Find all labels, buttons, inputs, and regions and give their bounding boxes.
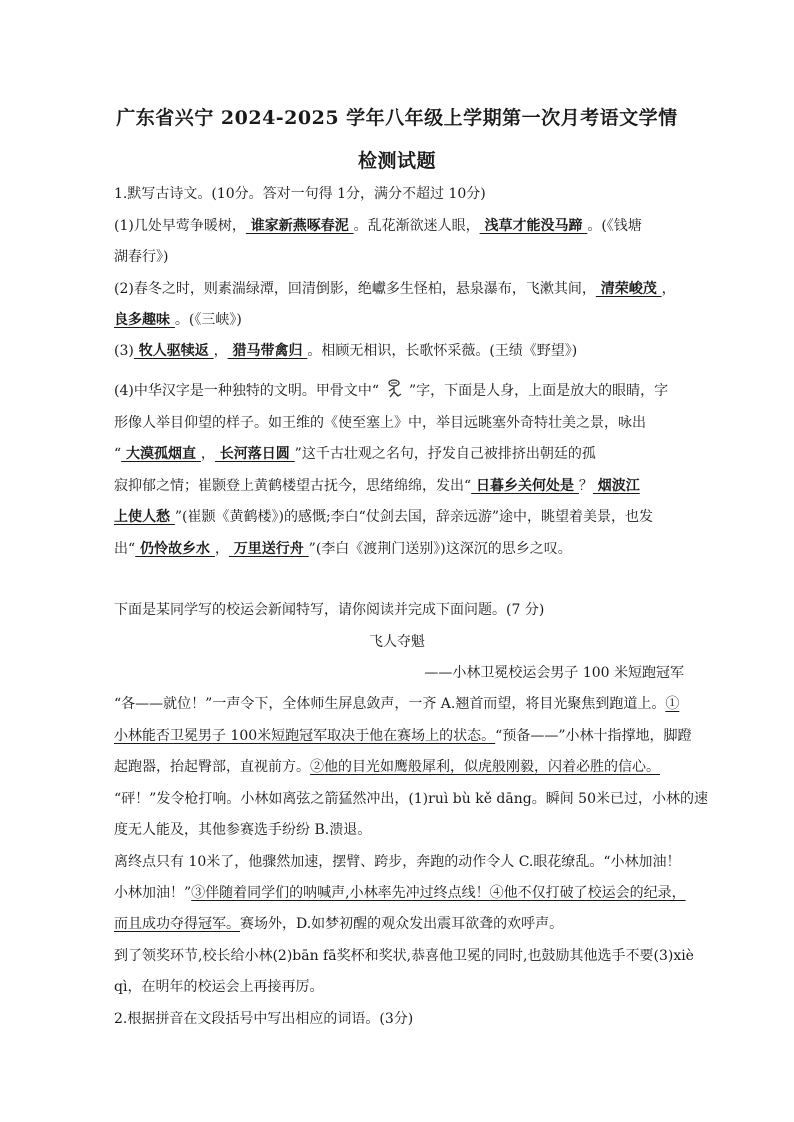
exam-title-line1: 广东省兴宁 2024-2025 学年八年级上学期第一次月考语文学情 xyxy=(116,107,678,129)
question-1-header: 1.默写古诗文。(10分。答对一句得 1分，满分不超过 10分) xyxy=(114,186,486,202)
item-text: ， xyxy=(661,281,676,297)
passage-line: “砰！”发令枪打响。小林如离弦之箭猛然冲出，(1)ruì bù kě dāng。瞬间 50米已过，小林的速 xyxy=(114,791,708,807)
question-1-item-2 xyxy=(114,279,684,299)
item-text: ”(李白《渡荆门送别》)这深沉的思乡之叹。 xyxy=(308,541,572,557)
answer-text: 浅草才能没马蹄 xyxy=(479,218,588,234)
question-1-item-4-line1 xyxy=(114,379,684,401)
passage-line: 离终点只有 10米了，他骤然加速，摆臂、跨步，奔跑的动作令人 C.眼花缭乱。“小林加油！ xyxy=(114,854,681,870)
passage-text: “各——就位！”一声令下，全体师生屏息敛声，一齐 A.翘首而望，将目光聚焦到跑道上。 xyxy=(114,696,666,712)
passage-line xyxy=(114,694,684,714)
answer-text: 日暮乡关何处是 xyxy=(471,478,579,494)
item-text: 寂抑郁之情；崔颢登上黄鹤楼望古抚今，思绪绵绵，发出“ xyxy=(114,478,472,494)
passage-line xyxy=(114,883,684,903)
passage-line: 到了领奖环节,校长给小林(2)bān fā奖杯和奖状,恭喜他卫冕的同时,也鼓励其他选手不要(3)xiè xyxy=(114,948,694,964)
item-text: 。乱花渐欲迷人眼， xyxy=(353,218,480,234)
item-text: ， xyxy=(213,343,228,359)
underlined-sentence: 小林能否卫冕男子 100米短跑冠军取决于他在赛场上的状态。 xyxy=(114,728,496,744)
item-text: “ xyxy=(114,446,122,462)
passage-title: 飞人夺魁 xyxy=(369,634,425,650)
answer-text: 烟波江 xyxy=(592,478,640,494)
passage-subtitle: ——小林卫冕校运会男子 100 米短跑冠军 xyxy=(424,665,684,681)
answer-text: 万里送行舟 xyxy=(228,541,309,557)
exam-title-line2: 检测试题 xyxy=(357,150,436,172)
passage-text: 小林加油！” xyxy=(114,885,192,901)
passage-line xyxy=(114,914,684,934)
underlined-sentence: ③伴随着同学们的呐喊声,小林率先冲过终点线！④他不仅打破了校运会的纪录， xyxy=(191,885,686,901)
item-text: (2)春冬之时，则素湍绿潭，回清倒影，绝巘多生怪柏，悬泉瀑布，飞漱其间， xyxy=(114,281,596,297)
question-1-item-1-cont: 湖春行》) xyxy=(114,249,169,265)
item-text: (4)中华汉字是一种独特的文明。甲骨文中“ xyxy=(114,383,379,399)
answer-text: 上使人愁 xyxy=(114,509,175,525)
oracle-bone-character-icon xyxy=(385,379,403,399)
item-text: ？ xyxy=(578,478,593,494)
question-1-item-3 xyxy=(114,341,684,361)
question-2-header: 2.根据拼音在文段括号中写出相应的词语。(3分) xyxy=(114,1011,414,1027)
answer-text: 猎马带禽归 xyxy=(227,343,308,359)
answer-text: 仍怜故乡水 xyxy=(135,541,215,557)
passage-intro: 下面是某同学写的校运会新闻特写，请你阅读并完成下面问题。(7 分) xyxy=(114,602,545,618)
item-text: 。(《钱塘 xyxy=(587,218,642,234)
question-1-item-4-line2: 形像人举目仰望的样子。如王维的《使至塞上》中，举目远眺塞外奇特壮美之景，咏出 xyxy=(114,415,646,431)
passage-line: qì，在明年的校运会上再接再厉。 xyxy=(114,979,324,995)
passage-line: 度无人能及，其他参赛选手纷纷 B.溃退。 xyxy=(114,822,372,838)
question-1-item-4-line3 xyxy=(114,444,684,464)
item-text: 。(《三峡》) xyxy=(174,312,242,328)
answer-text: 清荣峻茂 xyxy=(595,281,662,297)
answer-text: 谁家新燕啄春泥 xyxy=(245,218,354,234)
item-text: ”(崔颢《黄鹤楼》)的感慨;李白“仗剑去国，辞亲远游”途中，眺望着美景，也发 xyxy=(174,509,653,525)
passage-line xyxy=(114,726,692,746)
item-text: (1)几处早莺争暖树， xyxy=(114,218,246,234)
question-1-item-4-line6 xyxy=(114,539,684,559)
item-text: ”这千古壮观之名句，抒发自己被排挤出朝廷的孤 xyxy=(294,446,596,462)
passage-text: 起跑器，抬起臀部，直视前方。 xyxy=(114,759,310,775)
item-text: (3) xyxy=(114,343,134,359)
question-1-item-1 xyxy=(114,216,684,236)
underlined-sentence: ① xyxy=(665,696,680,712)
passage-text: “预备——”小林十指撑地，脚蹬 xyxy=(495,728,692,744)
item-text: ”字，下面是人身，上面是放大的眼睛，字 xyxy=(409,383,669,399)
passage-text: 赛场外，D.如梦初醒的观众发出震耳欲聋的欢呼声。 xyxy=(240,916,564,932)
answer-text: 长河落日圆 xyxy=(214,446,295,462)
answer-text: 良多趣味 xyxy=(114,312,175,328)
answer-text: 大漠孤烟直 xyxy=(121,446,201,462)
underlined-sentence: 而且成功夺得冠军。 xyxy=(114,916,240,932)
item-text: 出“ xyxy=(114,541,136,557)
answer-text: 牧人驱犊返 xyxy=(133,343,214,359)
item-text: 。相顾无相识，长歌怀采薇。(王绩《野望》) xyxy=(307,343,578,359)
passage-line xyxy=(114,757,684,777)
item-text: ， xyxy=(214,541,229,557)
question-1-item-4-line5 xyxy=(114,507,684,527)
question-1-item-4-line4 xyxy=(114,476,684,496)
underlined-sentence: ②他的目光如鹰般犀利，似虎般刚毅，闪着必胜的信心。 xyxy=(310,759,660,775)
question-1-item-2-cont xyxy=(114,310,684,330)
item-text: ， xyxy=(200,446,215,462)
